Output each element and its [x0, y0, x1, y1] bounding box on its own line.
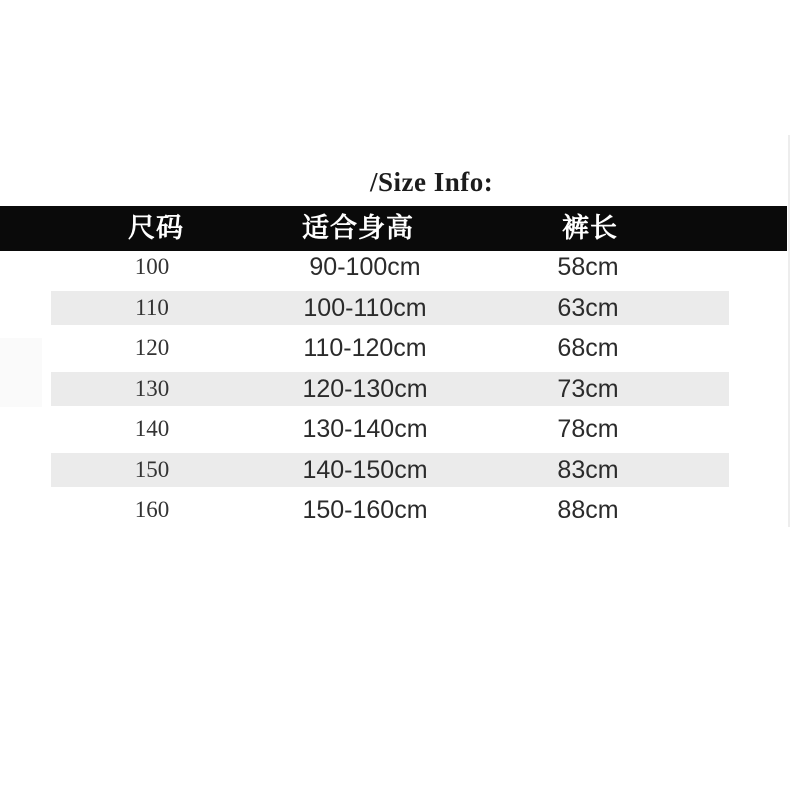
cell-height-range: 110-120cm	[303, 334, 427, 362]
cell-size: 120	[134, 335, 170, 360]
cell-size: 110	[135, 294, 169, 320]
cell-size: 150	[134, 456, 170, 482]
cell-pants-length: 88cm	[557, 496, 619, 524]
header-size-column: 尺码	[128, 213, 184, 243]
table-row	[0, 490, 800, 531]
table-row	[0, 409, 800, 450]
cell-height-range: 120-130cm	[302, 374, 428, 403]
cell-size: 130	[134, 375, 170, 401]
size-info-title: /Size Info:	[370, 167, 494, 197]
table-row	[0, 369, 800, 410]
cell-pants-length: 78cm	[557, 415, 619, 443]
table-row	[0, 328, 800, 369]
cell-size: 140	[134, 416, 170, 441]
cell-pants-length: 58cm	[557, 253, 619, 281]
cell-pants-length: 68cm	[557, 334, 619, 362]
header-height-column: 适合身高	[302, 213, 414, 243]
cell-pants-length: 63cm	[557, 293, 619, 322]
cell-pants-length: 73cm	[557, 374, 619, 403]
table-row	[0, 450, 800, 491]
cell-height-range: 90-100cm	[309, 253, 421, 281]
header-pants-length-column: 裤长	[562, 213, 618, 243]
cell-height-range: 100-110cm	[303, 293, 427, 322]
table-header	[0, 206, 787, 251]
cell-height-range: 150-160cm	[302, 496, 428, 524]
cell-size: 100	[134, 254, 170, 279]
table-row	[0, 288, 800, 329]
table-row	[0, 247, 800, 288]
left-edge-artifact	[0, 338, 42, 407]
cell-pants-length: 83cm	[557, 455, 619, 484]
cell-height-range: 140-150cm	[302, 455, 428, 484]
cell-size: 160	[134, 497, 170, 522]
table-body	[0, 247, 800, 531]
cell-height-range: 130-140cm	[302, 415, 428, 443]
faint-vertical-line	[788, 135, 790, 527]
